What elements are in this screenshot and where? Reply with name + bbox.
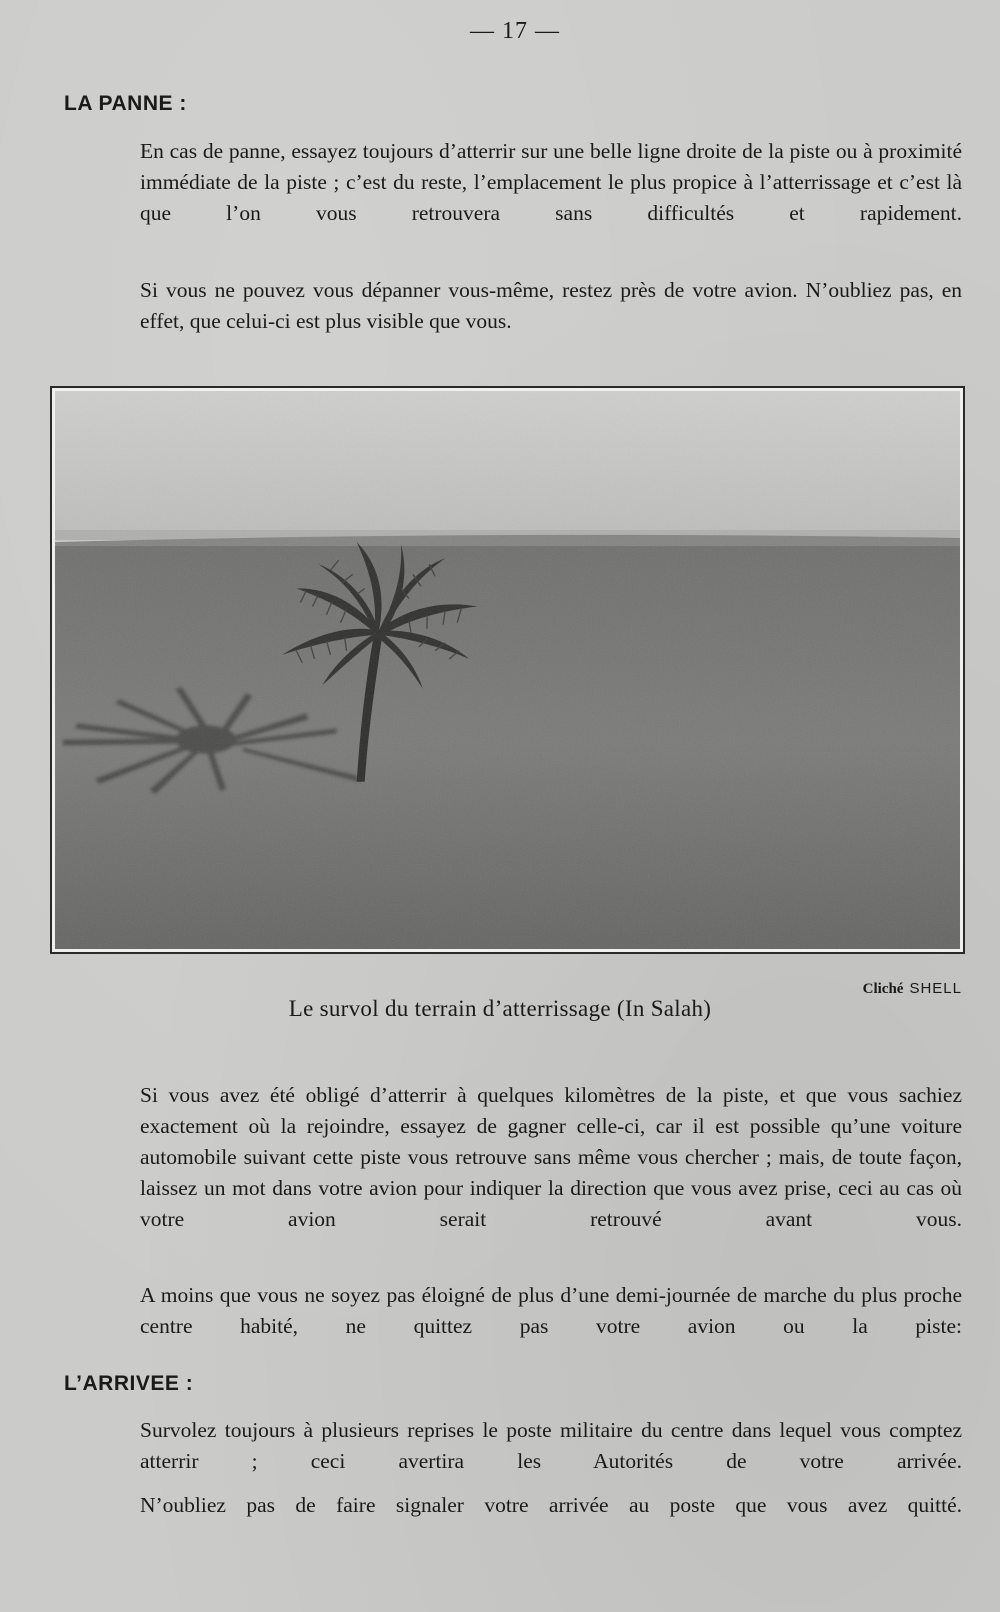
paragraph-after-figure-2: A moins que vous ne soyez pas éloigné de plus d’une demi-journée de marche du plus proche centre habité, ne quittez pas votre avion ou la piste:: [140, 1283, 962, 1338]
credit-label: Cliché: [862, 981, 904, 997]
figure-caption: Le survol du terrain d’atterrissage (In Salah): [288, 996, 712, 1021]
paragraph-panne-2: Si vous ne pouvez vous dépanner vous-même, restez près de votre avion. N’oubliez pas, en effet, que celui-ci est plus visible que vous.: [140, 278, 962, 333]
credit-source: SHELL: [909, 980, 962, 997]
section-title-panne: LA PANNE :: [64, 92, 187, 115]
paragraph-arrivee-2: N’oubliez pas de faire signaler votre arrivée au poste que vous avez quitté.: [140, 1493, 962, 1517]
paragraph-panne-1: En cas de panne, essayez toujours d’atterrir sur une belle ligne droite de la piste ou à proximité immédiate de la piste ; c’est du reste, l’emplacement le plus propice à l’atterrissage et c’est là que l’on vous retrouvera sans difficultés et rapidement.: [140, 139, 962, 225]
page-number: — 17 —: [470, 18, 560, 44]
section-title-arrivee: L’ARRIVEE :: [64, 1372, 194, 1395]
palm-tree-photo: [55, 391, 960, 949]
paragraph-arrivee-1: Survolez toujours à plusieurs reprises le poste militaire du centre dans lequel vous comptez atterrir ; ceci avertira les Autorités de votre arrivée.: [140, 1418, 962, 1473]
paragraph-after-figure-1: Si vous avez été obligé d’atterrir à quelques kilomètres de la piste, et que vous sachiez exactement où la rejoindre, essayez de gagner celle-ci, car il est possible qu’une voiture automobile suivant cette piste vous retrouve sans même vous chercher ; mais, de toute façon, laissez un mot dans votre avion pour indiquer la direction que vous avez prise, ceci au cas où votre avion serait retrouvé avant vous.: [140, 1083, 962, 1231]
photograph-palm-tree: [50, 386, 965, 954]
